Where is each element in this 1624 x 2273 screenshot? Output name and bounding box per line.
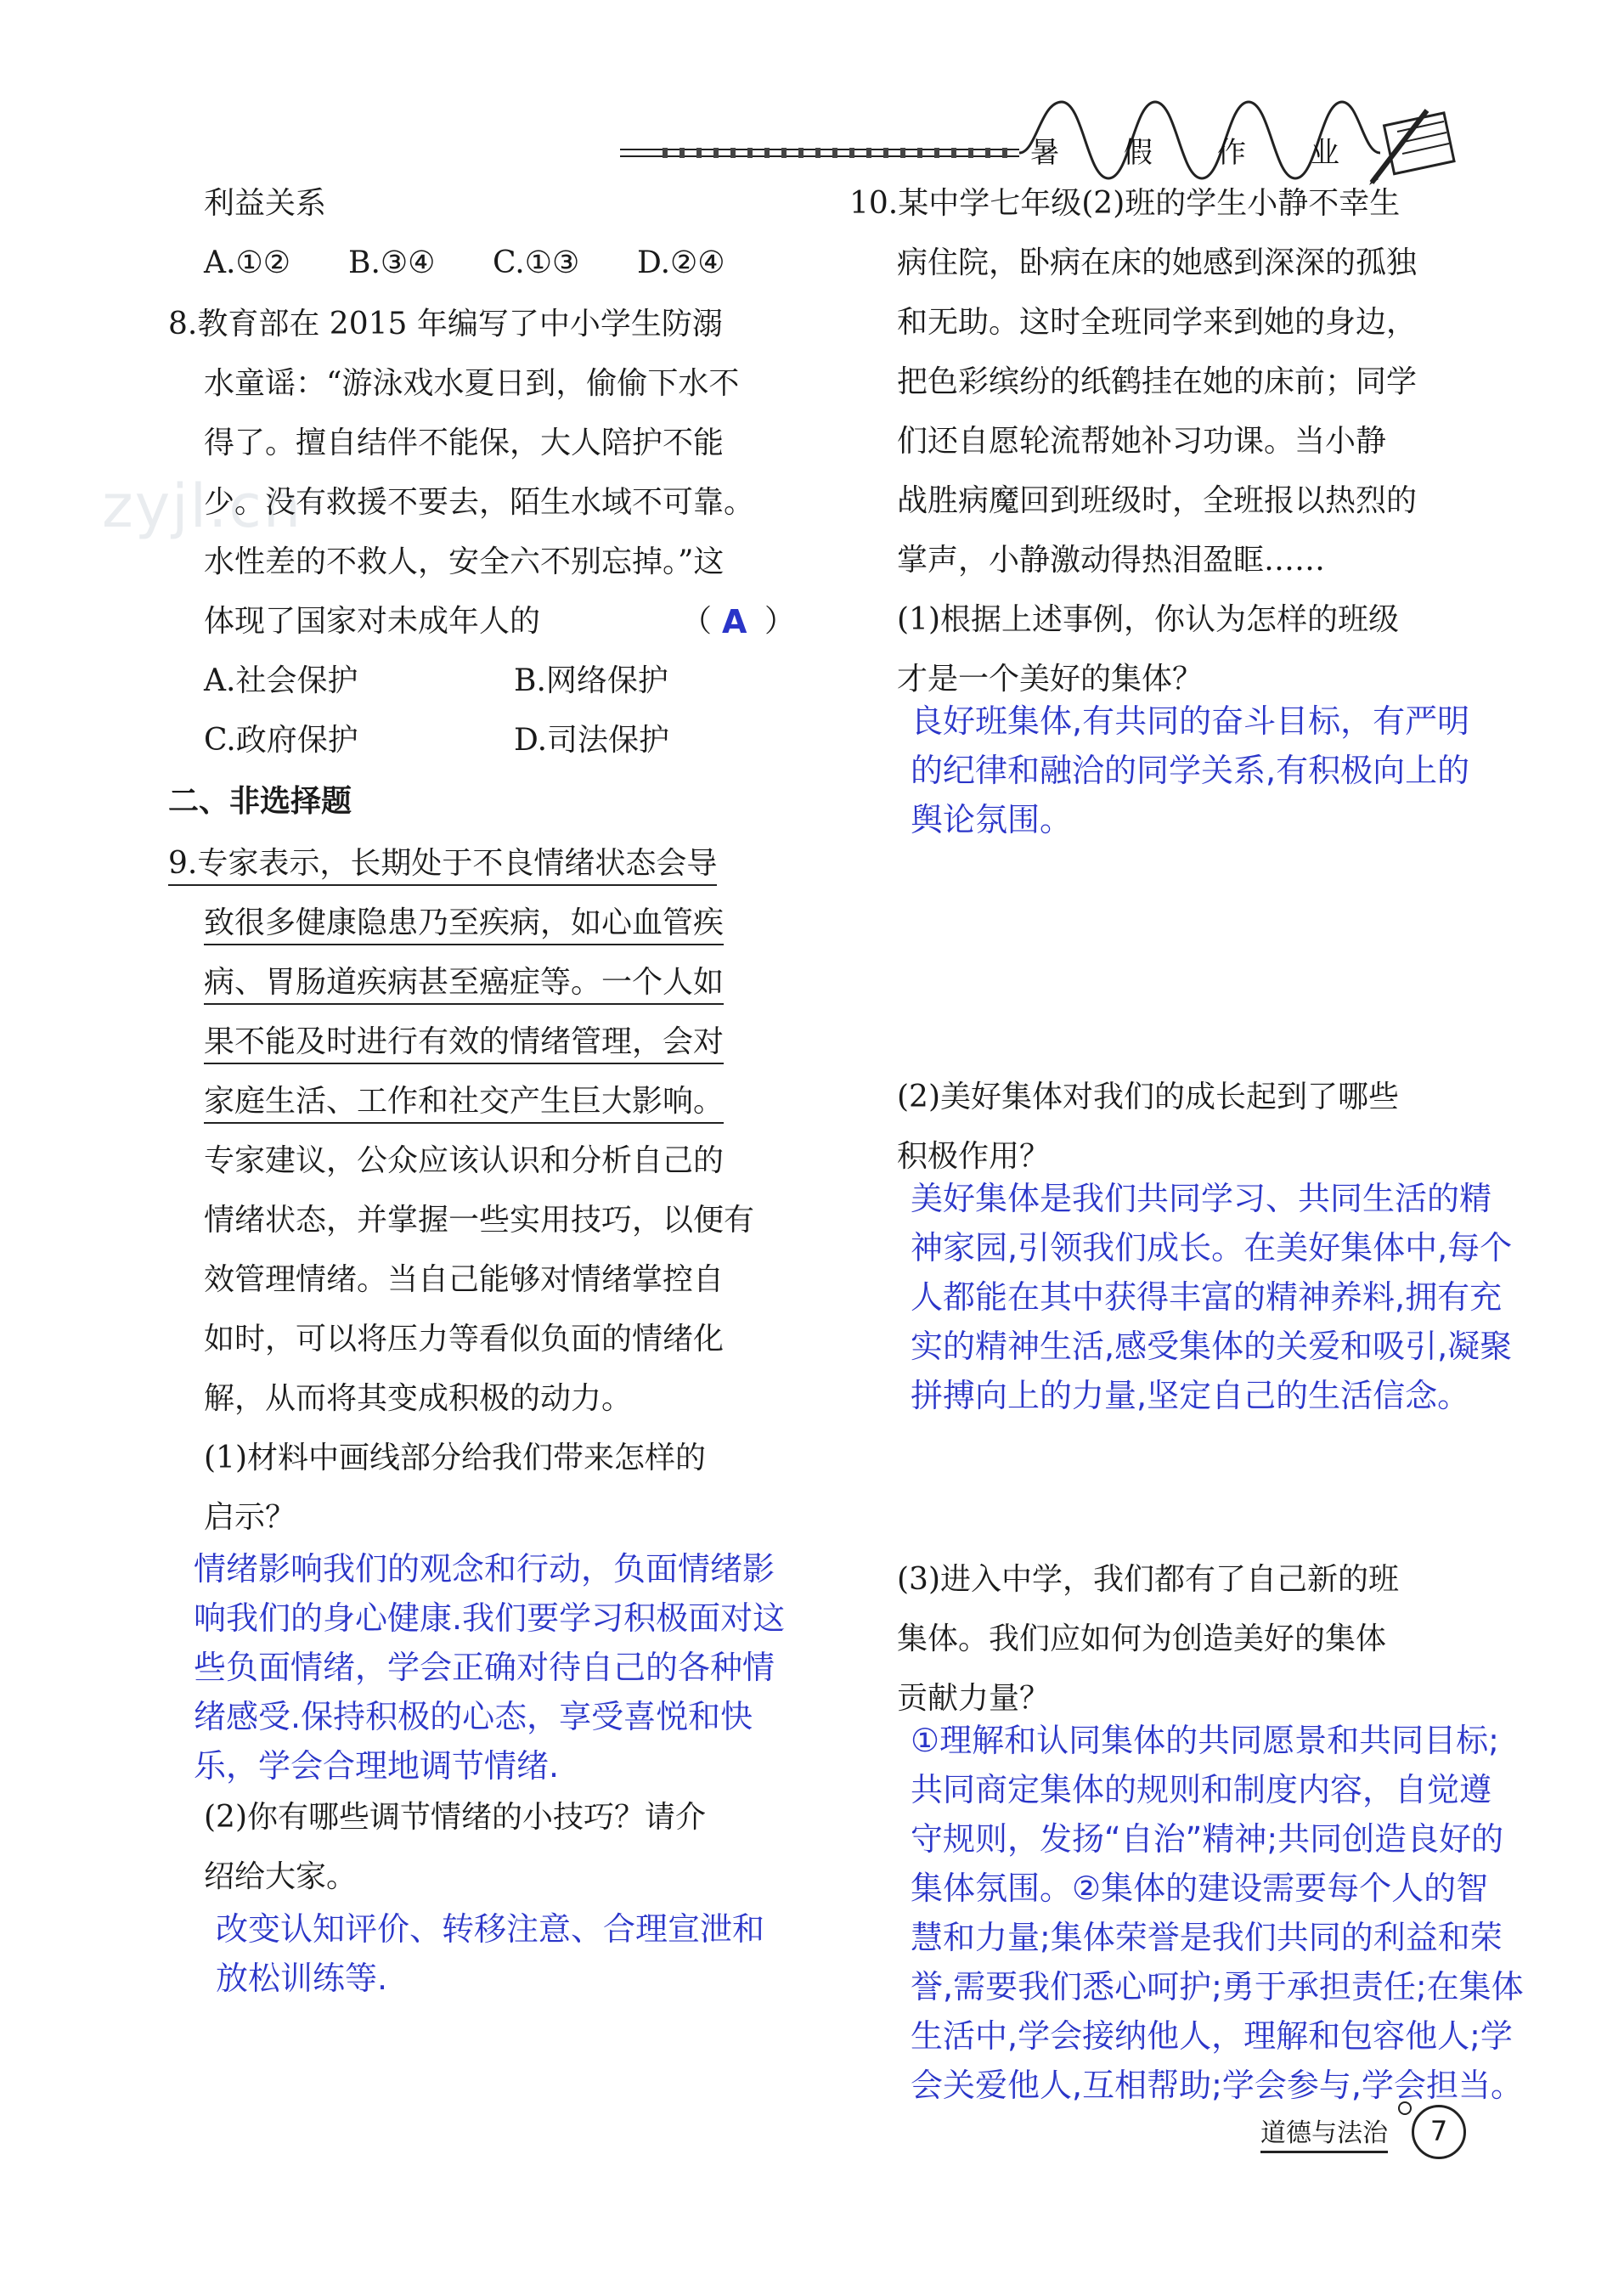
q10-line: 掌声，小静激动得热泪盈眶…… [897,543,1326,578]
page-number: 7 [1412,2105,1466,2159]
q10-2-answer-line: 美好集体是我们共同学习、共同生活的精 [911,1180,1492,1217]
header-char-3: 作 [1217,136,1246,170]
header-char-2: 假 [1124,136,1153,170]
q8-option-c: C.政府保护 [204,723,358,758]
q8-line: 水性差的不救人，安全六不别忘掉。”这 [204,544,725,579]
q10-3-answer-line: 守规则，发扬“自治”精神;共同创造良好的 [911,1820,1504,1858]
q10-3-question: (3)进入中学，我们都有了自己新的班 [897,1562,1399,1597]
q8-line: 得了。擅自结伴不能保，大人陪护不能 [204,426,725,460]
q10-1-question: 才是一个美好的集体？ [897,662,1204,697]
q10-2-answer-line: 实的精神生活,感受集体的关爱和吸引,凝聚 [911,1328,1513,1365]
watermark: zyjl.cn [102,471,303,541]
q10-1-question: (1)根据上述事例，你认为怎样的班级 [897,602,1399,637]
q10-line: 把色彩缤纷的纸鹤挂在她的床前；同学 [897,364,1418,399]
q9-2-question: (2)你有哪些调节情绪的小技巧？请介 [204,1800,706,1835]
q10-line: 病住院，卧病在床的她感到深深的孤独 [897,245,1418,280]
q8-option-b: B.网络保护 [514,663,668,698]
q9-1-answer-line: 绪感受.保持积极的心态，享受喜悦和快 [194,1698,753,1735]
q10-1-answer-line: 舆论氛围。 [911,801,1073,838]
q10-3-answer-line: ①理解和认同集体的共同愿景和共同目标; [911,1722,1499,1759]
q10-2-question: (2)美好集体对我们的成长起到了哪些 [897,1080,1399,1114]
q8-line: 水童谣：“游泳戏水夏日到，偷偷下水不 [204,366,740,401]
q10-1-answer-line: 的纪律和融洽的同学关系,有积极向上的 [911,752,1470,789]
q8-line: 少。没有救援不要去，陌生水域不可靠。 [204,485,755,520]
q8-line: 体现了国家对未成年人的 [204,604,541,639]
q7-option-d: D.②④ [637,245,725,280]
q10-1-answer-line: 良好班集体,有共同的奋斗目标，有严明 [911,702,1470,740]
footer-dot-decoration [1398,2101,1412,2115]
q9-underlined-line: 9.专家表示，长期处于不良情绪状态会导 [168,846,717,886]
q8-bracket-open: （ [681,604,713,639]
q10-3-question: 贡献力量？ [897,1681,1051,1716]
header-char-4: 业 [1311,136,1339,170]
q10-2-answer-line: 人都能在其中获得丰富的精神养料,拥有充 [911,1278,1503,1316]
q9-underlined-line: 致很多健康隐患乃至疾病，如心血管疾 [204,905,724,945]
q9-1-answer-line: 乐，学会合理地调节情绪. [194,1747,560,1785]
q8-option-d: D.司法保护 [514,723,670,758]
q10-3-answer-line: 集体氛围。②集体的建设需要每个人的智 [911,1870,1489,1907]
q9-1-answer-line: 情绪影响我们的观念和行动，负面情绪影 [194,1550,775,1588]
notebook-pen-icon [1369,110,1454,185]
q8-line: 8.教育部在 2015 年编写了中小学生防溺 [168,307,723,341]
q7-tail-text: 利益关系 [204,186,327,221]
q9-1-question: 启示？ [204,1500,296,1535]
q9-underlined-line: 家庭生活、工作和社交产生巨大影响。 [204,1084,724,1124]
q10-3-answer-line: 慧和力量;集体荣誉是我们共同的利益和荣 [911,1919,1503,1956]
q9-plain-line: 专家建议，公众应该认识和分析自己的 [204,1143,725,1178]
q9-underlined-line: 果不能及时进行有效的情绪管理，会对 [204,1024,724,1064]
q10-2-answer-line: 神家园,引领我们成长。在美好集体中,每个 [911,1229,1513,1266]
q10-2-answer-line: 拼搏向上的力量,坚定自己的生活信念。 [911,1377,1470,1414]
q9-plain-line: 如时，可以将压力等看似负面的情绪化 [204,1322,725,1356]
q10-3-answer-line: 誉,需要我们悉心呵护;勇于承担责任;在集体 [911,1968,1524,2005]
section-title: 二、非选择题 [168,784,352,819]
q10-line: 10.某中学七年级(2)班的学生小静不幸生 [849,186,1401,221]
page-header [612,93,1478,187]
q9-plain-line: 情绪状态，并掌握一些实用技巧，以便有 [204,1203,755,1238]
q9-plain-line: 解，从而将其变成积极的动力。 [204,1381,633,1416]
q10-3-answer-line: 会关爱他人,互相帮助;学会参与,学会担当。 [911,2067,1523,2104]
q10-line: 战胜病魔回到班级时，全班报以热烈的 [897,483,1418,518]
q10-3-answer-line: 生活中,学会接纳他人，理解和包容他人;学 [911,2017,1513,2055]
q10-3-question: 集体。我们应如何为创造美好的集体 [897,1622,1387,1656]
q10-line: 们还自愿轮流帮她补习功课。当小静 [897,424,1387,459]
q8-answer: A [722,603,747,640]
footer-subject: 道德与法治 [1260,2112,1388,2153]
q7-option-c: C.①③ [493,245,580,280]
q7-option-b: B.③④ [348,245,436,280]
q9-2-question: 绍给大家。 [204,1859,358,1894]
q9-plain-line: 效管理情绪。当自己能够对情绪掌控自 [204,1262,725,1297]
header-char-1: 暑 [1030,136,1059,170]
q10-line: 和无助。这时全班同学来到她的身边， [897,305,1418,340]
q10-3-answer-line: 共同商定集体的规则和制度内容，自觉遵 [911,1771,1492,1808]
q8-bracket-close: ） [764,604,796,639]
q8-option-a: A.社会保护 [204,663,358,698]
q9-1-answer-line: 响我们的身心健康.我们要学习积极面对这 [194,1599,786,1637]
q7-option-a: A.①② [204,245,290,280]
q10-2-question: 积极作用？ [897,1139,1051,1174]
q9-1-answer-line: 些负面情绪，学会正确对待自己的各种情 [194,1649,775,1686]
q9-underlined-line: 病、胃肠道疾病甚至癌症等。一个人如 [204,965,724,1005]
q9-1-question: (1)材料中画线部分给我们带来怎样的 [204,1441,706,1475]
q9-2-answer-line: 改变认知评价、转移注意、合理宣泄和 [216,1910,765,1948]
q9-2-answer-line: 放松训练等. [216,1960,388,1997]
